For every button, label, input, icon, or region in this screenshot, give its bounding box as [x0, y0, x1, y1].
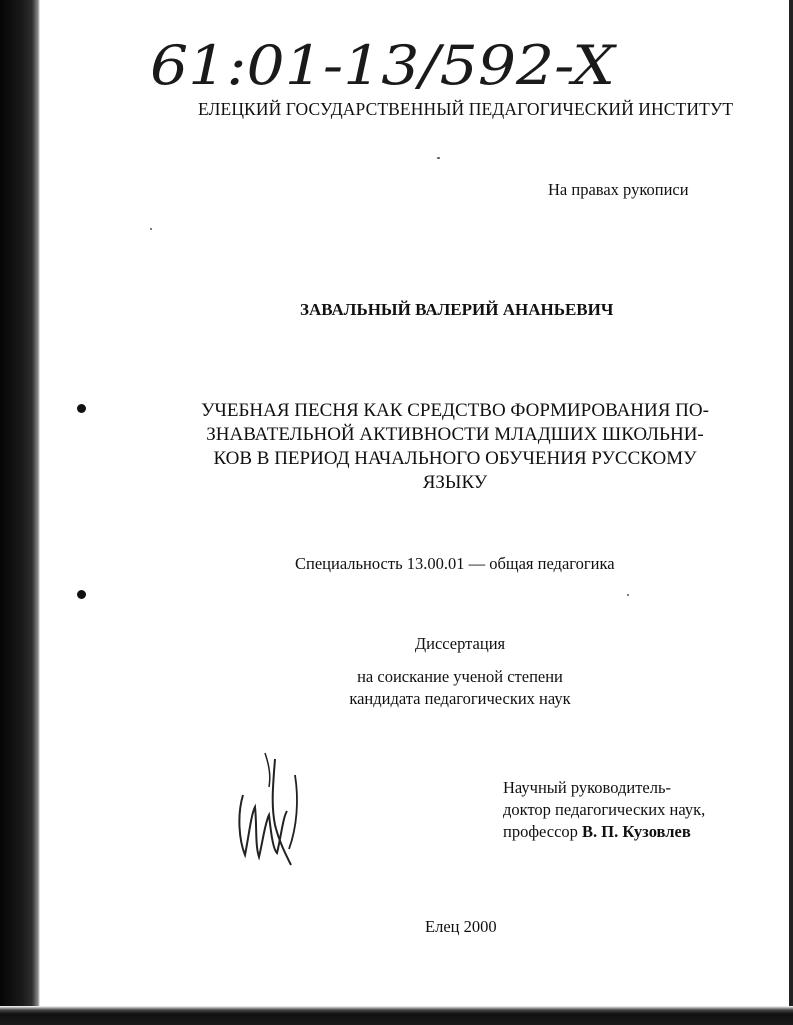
supervisor-block: [503, 777, 705, 843]
title-line: ЯЗЫКУ: [422, 472, 488, 493]
dissertation-title: [185, 399, 725, 495]
handwritten-signature: [225, 745, 315, 875]
title-line: УЧЕБНАЯ ПЕСНЯ КАК СРЕДСТВО ФОРМИРОВАНИЯ ПО-: [201, 400, 709, 421]
punch-hole-mark: [77, 404, 86, 413]
city-year: Елец 2000: [425, 917, 497, 936]
specialty-line: Специальность 13.00.01 — общая педагогика: [295, 554, 615, 573]
supervisor-degree: доктор педагогических наук,: [503, 800, 706, 819]
institute-name: ЕЛЕЦКИЙ ГОСУДАРСТВЕННЫЙ ПЕДАГОГИЧЕСКИЙ ИНСТИТУТ: [198, 99, 734, 119]
scan-right-edge: [789, 0, 793, 1025]
scan-speck: [627, 594, 629, 596]
manuscript-note: На правах рукописи: [548, 180, 689, 199]
dissertation-info: [290, 634, 630, 710]
supervisor-name-line: [503, 821, 705, 843]
handwritten-code-text: 61:01-13/592-X: [150, 34, 618, 97]
supervisor-role: Научный руководитель-: [503, 778, 671, 797]
degree-line: кандидата педагогических наук: [349, 689, 571, 708]
title-line: КОВ В ПЕРИОД НАЧАЛЬНОГО ОБУЧЕНИЯ РУССКОМУ: [213, 448, 697, 469]
handwritten-archive-number: [150, 28, 620, 98]
supervisor-title: профессор: [503, 822, 583, 841]
scan-speck: [150, 228, 152, 230]
title-line: ЗНАВАТЕЛЬНОЙ АКТИВНОСТИ МЛАДШИХ ШКОЛЬНИ-: [206, 424, 704, 445]
scan-left-edge: [0, 0, 40, 1025]
scan-speck: [437, 157, 440, 159]
punch-hole-mark: [77, 590, 86, 599]
degree-line: на соискание ученой степени: [357, 667, 563, 686]
scan-bottom-edge: [0, 1006, 793, 1025]
dissertation-label: Диссертация: [414, 634, 506, 653]
supervisor-name: В. П. Кузовлев: [582, 822, 691, 841]
author-name: ЗАВАЛЬНЫЙ ВАЛЕРИЙ АНАНЬЕВИЧ: [300, 300, 614, 319]
